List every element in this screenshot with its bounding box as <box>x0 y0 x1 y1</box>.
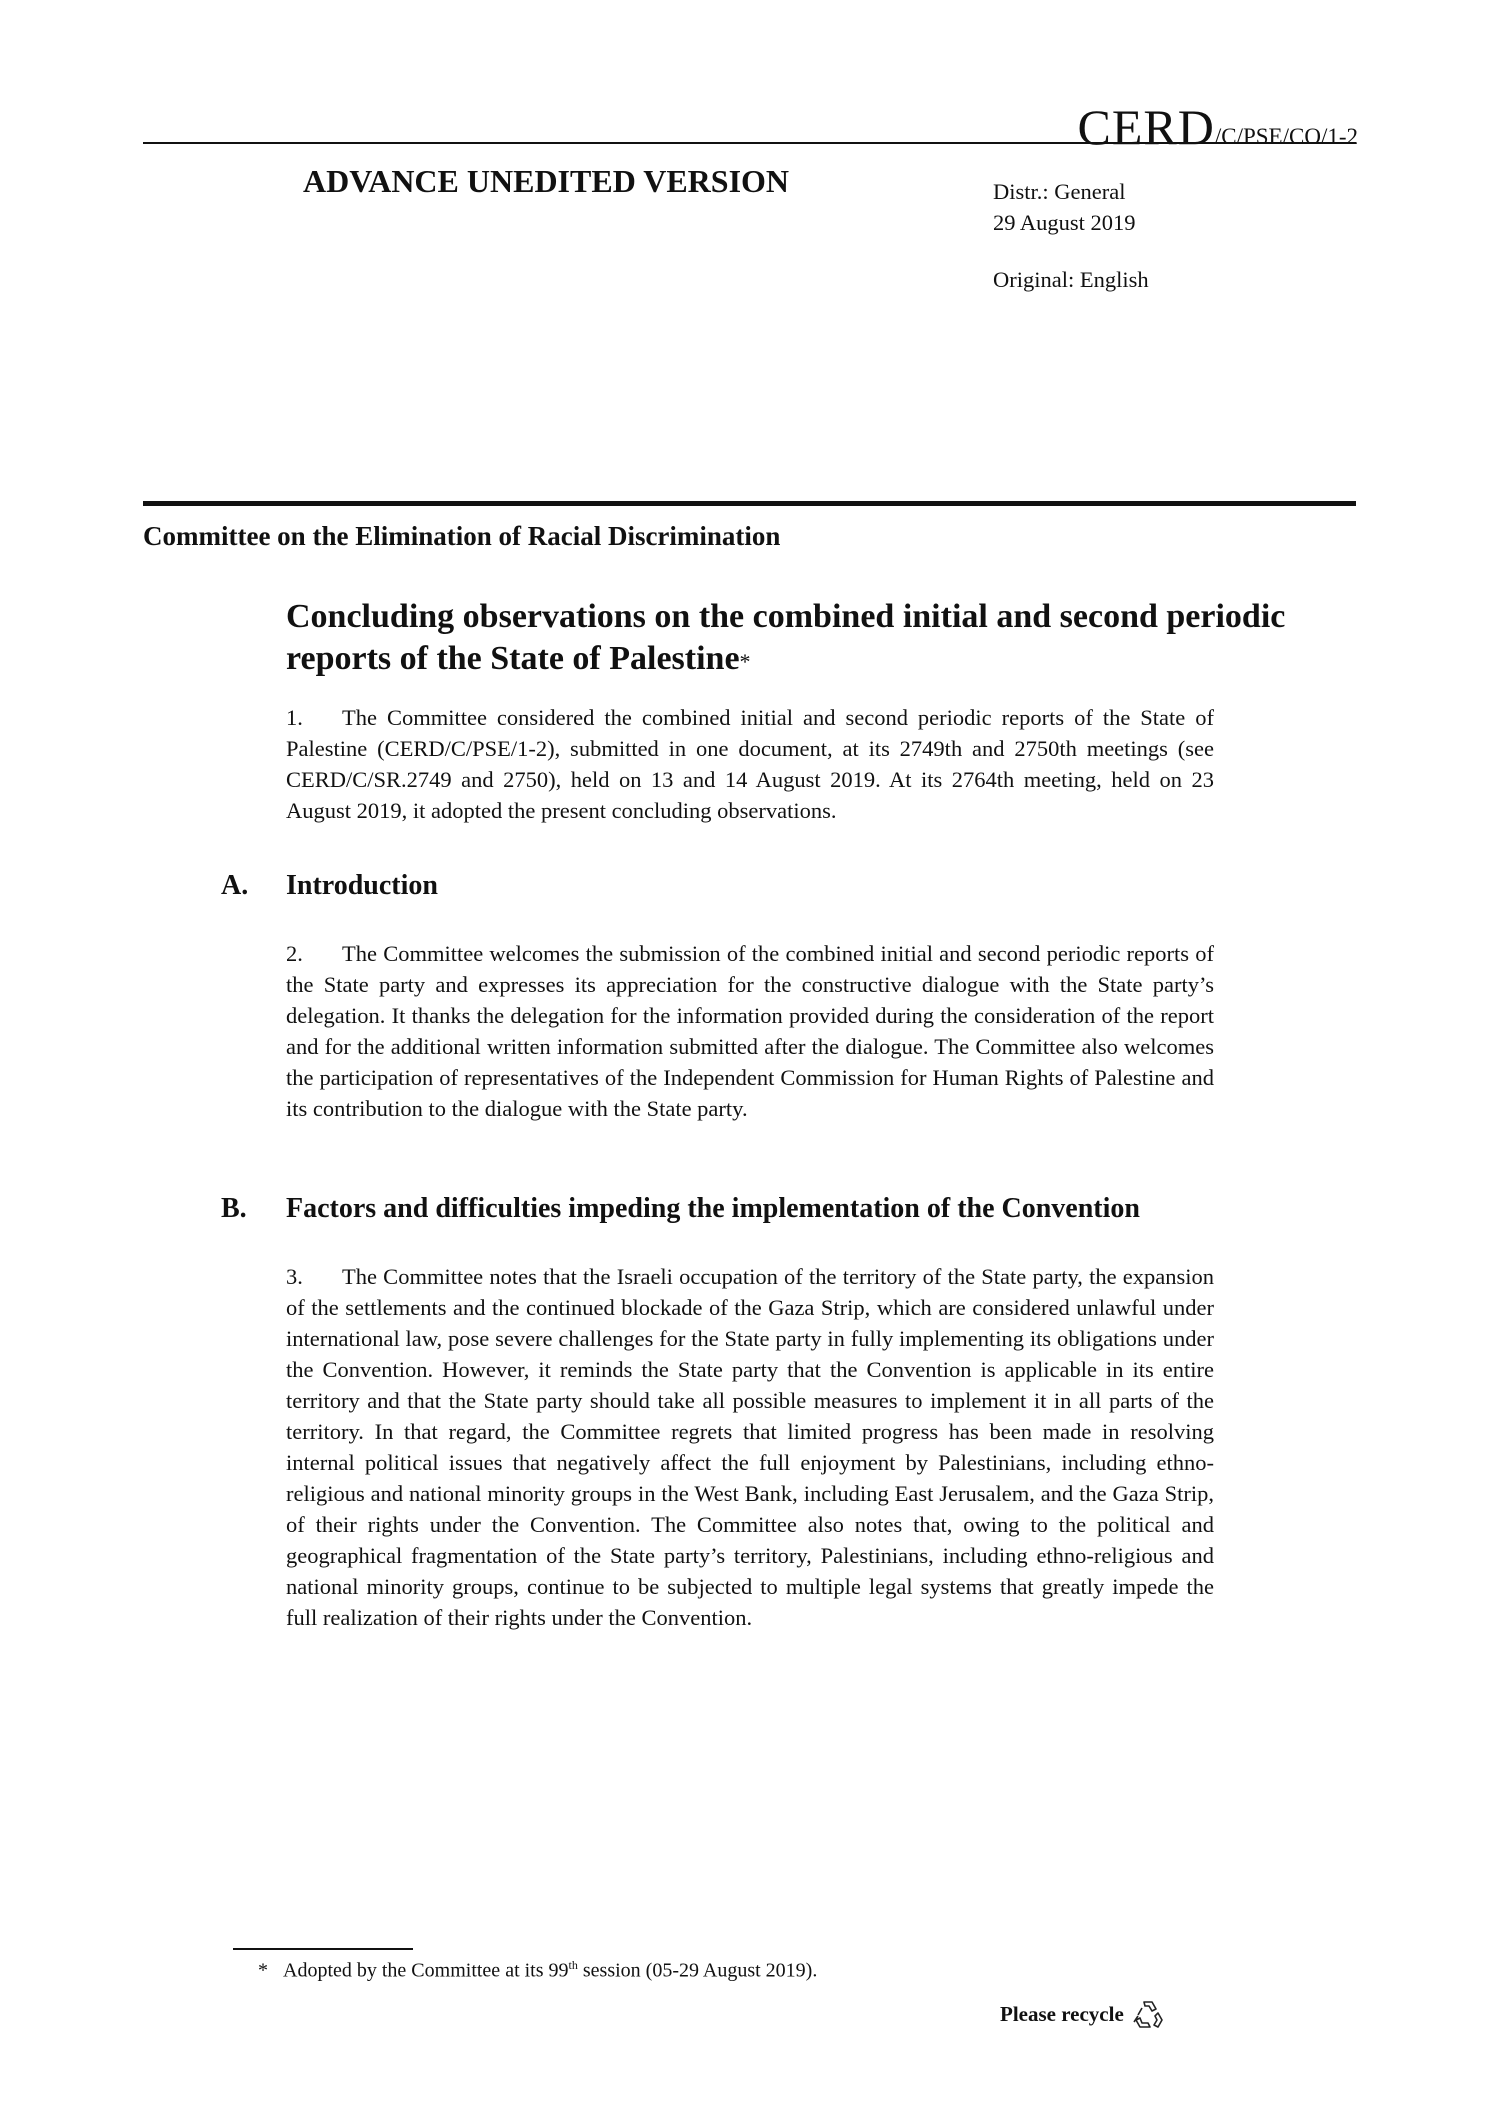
footnote-text-before: Adopted by the Committee at its 99 <box>283 1959 569 1982</box>
recycle-icon <box>1130 1996 1166 2032</box>
section-letter: A. <box>221 870 249 901</box>
paragraph-number: 1. <box>286 705 303 730</box>
paragraph-3 <box>286 1261 1214 1633</box>
document-title-text: Concluding observations on the combined initial and second periodic reports of the State of Palestine <box>286 598 1286 677</box>
footnote <box>258 1958 817 1983</box>
footnote-rule <box>233 1948 413 1950</box>
footnote-text-after: session (05-29 August 2019). <box>577 1959 818 1982</box>
section-heading-b <box>221 1193 1140 1225</box>
document-symbol-main: CERD <box>1077 99 1215 155</box>
footnote-marker: * <box>258 1959 268 1982</box>
section-title: Factors and difficulties impeding the implementation of the Convention <box>286 1193 1140 1224</box>
document-symbol <box>1077 98 1358 156</box>
paragraph-number: 3. <box>286 1264 303 1289</box>
header-rule <box>143 142 1356 144</box>
section-letter: B. <box>221 1193 247 1224</box>
paragraph-2 <box>286 938 1214 1124</box>
paragraph-1 <box>286 702 1214 826</box>
section-title: Introduction <box>286 870 438 901</box>
title-footnote-marker: * <box>739 649 751 674</box>
committee-rule <box>143 501 1356 506</box>
distribution-type: Distr.: General <box>993 179 1126 204</box>
paragraph-number: 2. <box>286 941 303 966</box>
recycle-label: Please recycle <box>1000 2001 1124 2026</box>
distribution-block <box>993 176 1149 295</box>
committee-name: Committee on the Elimination of Racial Discrimination <box>143 521 781 551</box>
section-heading-a <box>221 870 438 902</box>
paragraph-text: The Committee notes that the Israeli occupation of the territory of the State party, the expansion of the settlements and the continued blockade of the Gaza Strip, which are considered unlawful under international law, pose severe challenges for the State party in fully implementing its obligations under the Convention. However, it reminds the State party that the Convention is applicable in its entire territory and that the State party should take all possible measures to implement it in all parts of the territory. In that regard, the Committee regrets that limited progress has been made in resolving internal political issues that negatively affect the full enjoyment by Palestinians, including ethno-religious and national minority groups in the West Bank, including East Jerusalem, and the Gaza Strip, of their rights under the Convention. The Committee also notes that, owing to the political and geographical fragmentation of the State party’s territory, Palestinians, including ethno-religious and national minority groups, continue to be subjected to multiple legal systems that greatly impede the full realization of their rights under the Convention. <box>286 1264 1214 1630</box>
footnote-superscript: th <box>568 1958 578 1972</box>
original-language: Original: English <box>993 267 1149 292</box>
document-date: 29 August 2019 <box>993 210 1136 235</box>
recycle-notice <box>1000 1996 1166 2032</box>
paragraph-text: The Committee welcomes the submission of the combined initial and second periodic reports of the State party and expresses its appreciation for the constructive dialogue with the State party’s delegation. It thanks the delegation for the information provided during the consideration of the report and for the additional written information submitted after the dialogue. The Committee also welcomes the participation of representatives of the Independent Commission for Human Rights of Palestine and its contribution to the dialogue with the State party. <box>286 941 1214 1121</box>
paragraph-text: The Committee considered the combined initial and second periodic reports of the State of Palestine (CERD/C/PSE/1-2), submitted in one document, at its 2749th and 2750th meetings (see CERD/C/SR.2749 and 2750), held on 13 and 14 August 2019. At its 2764th meeting, held on 23 August 2019, it adopted the present concluding observations. <box>286 705 1214 823</box>
document-symbol-suffix: /C/PSE/CO/1-2 <box>1214 124 1358 149</box>
document-title <box>286 596 1286 683</box>
advance-unedited-label: ADVANCE UNEDITED VERSION <box>303 163 790 199</box>
